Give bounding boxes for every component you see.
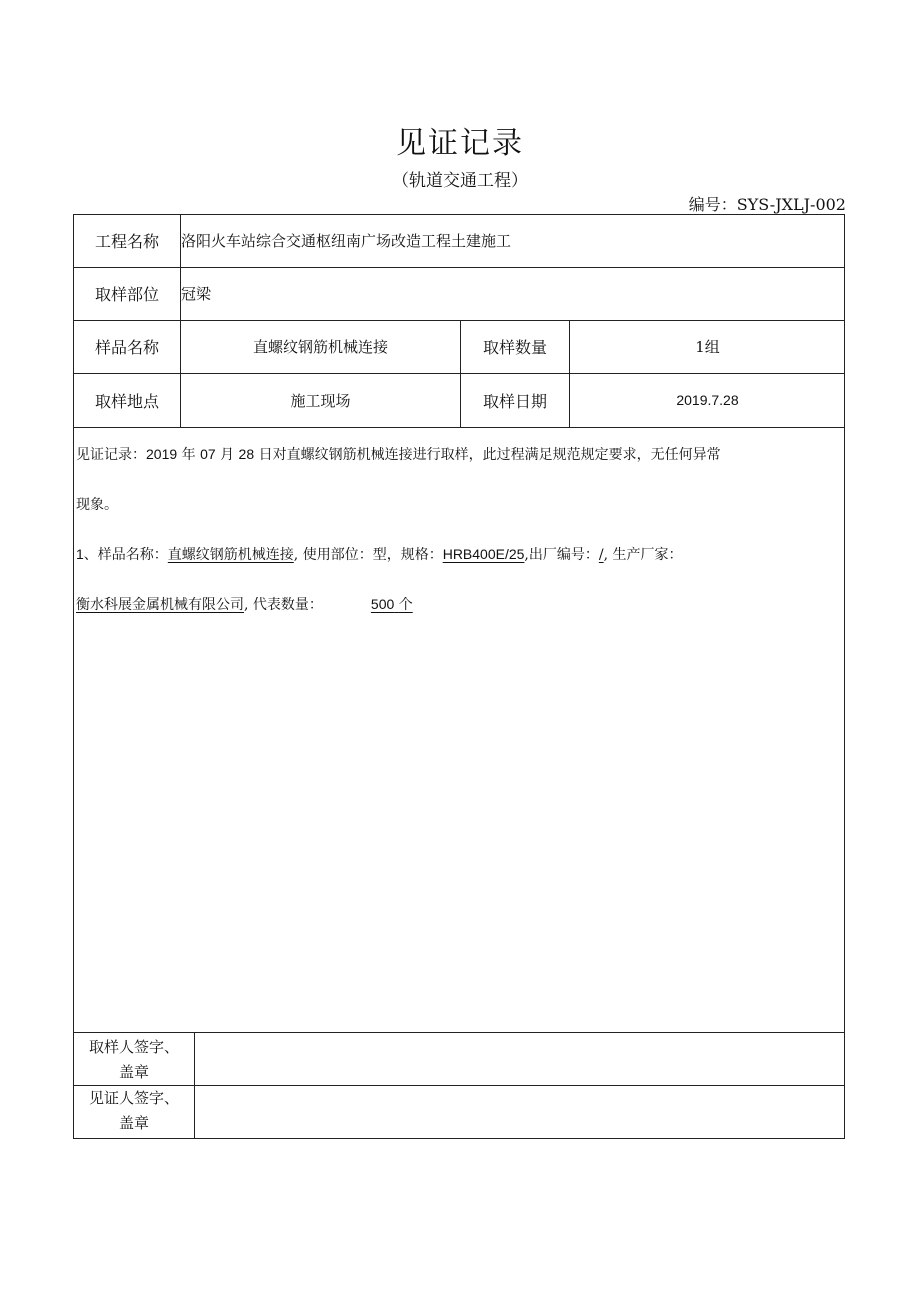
quantity-fill bbox=[371, 597, 413, 613]
sampler-signature-field[interactable] bbox=[195, 1033, 844, 1085]
record-text: ,出厂编号： bbox=[524, 547, 599, 563]
quantity-unit: 个 bbox=[398, 597, 413, 613]
project-name-value: 洛阳火车站综合交通枢纽南广场改造工程土建施工 bbox=[181, 232, 512, 250]
row-divider bbox=[73, 427, 845, 428]
record-text: 日对直螺纹钢筋机械连接进行取样，此过程满足规范规定要求，无任何异常 bbox=[258, 447, 721, 463]
project-name-label: 工程名称 bbox=[94, 232, 159, 251]
sample-date-value: 2019.7.28 bbox=[676, 392, 739, 408]
record-line-1 bbox=[76, 444, 721, 464]
sample-qty-value: 1组 bbox=[695, 338, 720, 356]
sample-qty-label: 取样数量 bbox=[482, 338, 547, 357]
sampler-label-line2: 盖章 bbox=[118, 1063, 149, 1081]
record-text: 月 bbox=[220, 447, 235, 463]
sampler-signature-label bbox=[74, 1035, 194, 1085]
witness-signature-label bbox=[74, 1086, 194, 1136]
spec-fill: HRB400E/25 bbox=[442, 546, 525, 562]
record-text: 见证记录： bbox=[76, 447, 146, 463]
record-text: 年 bbox=[181, 447, 196, 463]
record-line-3 bbox=[76, 544, 683, 564]
manufacturer-fill: 衡水科展金属机械有限公司 bbox=[76, 597, 244, 613]
document-title: 见证记录 bbox=[396, 126, 524, 161]
sample-location-label: 取样部位 bbox=[94, 285, 159, 304]
record-year: 2019 bbox=[146, 446, 178, 462]
record-month: 07 bbox=[200, 446, 216, 462]
witness-signature-field[interactable] bbox=[195, 1086, 844, 1138]
sample-location-value: 冠梁 bbox=[181, 285, 212, 303]
record-text: , 使用部位：型，规格： bbox=[293, 547, 443, 563]
sample-name-value: 直螺纹钢筋机械连接 bbox=[252, 338, 388, 356]
serial-fill: / bbox=[598, 547, 604, 563]
witness-label-line1: 见证人签字、 bbox=[88, 1089, 179, 1107]
sampler-label-line1: 取样人签字、 bbox=[88, 1038, 179, 1056]
document-number: 编号：SYS-JXLJ-002 bbox=[688, 195, 846, 214]
sample-name-label: 样品名称 bbox=[94, 338, 159, 357]
record-text: , 生产厂家： bbox=[603, 547, 683, 563]
sample-place-value: 施工现场 bbox=[290, 391, 351, 410]
document-subtitle: （轨道交通工程） bbox=[392, 171, 528, 191]
sample-name-fill: 直螺纹钢筋机械连接 bbox=[167, 547, 294, 563]
sample-place-label: 取样地点 bbox=[94, 391, 159, 411]
record-line-4 bbox=[76, 594, 413, 614]
record-text: 、样品名称： bbox=[83, 547, 168, 563]
witness-label-line2: 盖章 bbox=[118, 1114, 149, 1132]
quantity-number: 500 bbox=[370, 596, 395, 612]
sample-date-label: 取样日期 bbox=[482, 391, 547, 411]
item-number: 1 bbox=[76, 546, 84, 562]
record-day: 28 bbox=[238, 446, 255, 462]
record-text: , 代表数量： bbox=[244, 597, 323, 613]
record-line-2: 现象。 bbox=[76, 497, 118, 513]
